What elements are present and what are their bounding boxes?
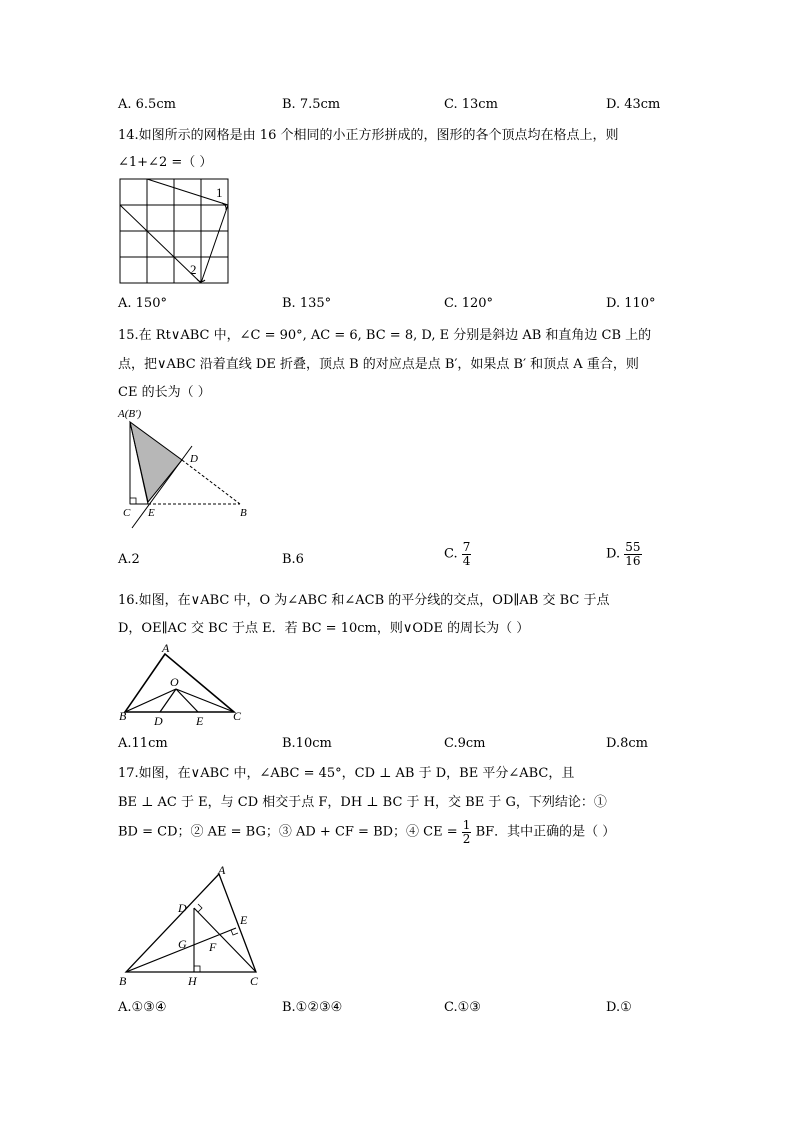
q15-option-c-den: 4 — [462, 553, 471, 568]
q16-stem-line2: D，OE∥AC 交 BC 于点 E．若 BC = 10cm，则∨ODE 的周长为（ ） — [118, 621, 530, 636]
q16-option-d: D.8cm — [606, 736, 648, 751]
q17-label-b: B — [119, 974, 127, 988]
q15-label-e: E — [148, 507, 155, 519]
q17-option-c: C.①③ — [444, 1000, 481, 1015]
q14-option-c: C. 120° — [444, 296, 494, 311]
q15-label-a: A(B′) — [118, 408, 142, 420]
q13-option-a: A. 6.5cm — [118, 97, 176, 112]
q16-label-c: C — [233, 709, 242, 723]
q14-grid-figure — [118, 177, 232, 287]
q17-label-c: C — [250, 974, 259, 988]
q17-label-a: A — [218, 863, 226, 877]
q17-label-h: H — [188, 974, 197, 988]
q15-option-d-den: 16 — [625, 553, 641, 568]
q14-stem-line1: 14.如图所示的网格是由 16 个相同的小正方形拼成的，图形的各个顶点均在格点上，则 — [118, 128, 619, 143]
q17-stem-line1: 17.如图，在∨ABC 中，∠ABC = 45°，CD ⊥ AB 于 D，BE 平分∠ABC，且 — [118, 766, 575, 781]
q14-angle1-label: 1 — [216, 185, 223, 200]
q15-stem-line2: 点，把∨ABC 沿着直线 DE 折叠，顶点 B 的对应点是点 B′，如果点 B′ 和顶点 A 重合，则 — [118, 357, 639, 372]
q16-option-b: B.10cm — [282, 736, 332, 751]
q15-option-c-prefix: C. — [444, 546, 458, 562]
q15-option-c-fraction — [462, 541, 472, 567]
q16-option-a: A.11cm — [118, 736, 168, 751]
q17-stem-line3 — [118, 819, 615, 845]
q16-triangle-abc — [125, 654, 234, 712]
q17-option-a: A.①③④ — [118, 1000, 167, 1015]
q14-option-b: B. 135° — [282, 296, 332, 311]
q14-grid-lines — [120, 179, 228, 283]
q17-stem-fraction — [462, 819, 472, 845]
q17-stem-line3-part1: BD = CD；② AE = BG；③ AD + CF = BD；④ CE = — [118, 824, 462, 840]
q15-fold-figure — [114, 404, 264, 532]
q15-option-d — [606, 541, 642, 567]
q17-stem-line2: BE ⊥ AC 于 E，与 CD 相交于点 F，DH ⊥ BC 于 H，交 BE 于 G，下列结论：① — [118, 795, 607, 810]
q14-stem-line2: ∠1+∠2 =（ ） — [118, 155, 213, 170]
q15-stem-line3: CE 的长为（ ） — [118, 385, 211, 400]
q15-label-b: B — [240, 507, 247, 519]
q17-stem-fraction-num: 1 — [462, 818, 471, 832]
q15-right-angle-mark — [130, 498, 136, 504]
q17-triangle-abc — [126, 874, 256, 972]
q15-option-c — [444, 541, 471, 567]
q16-stem-line1: 16.如图，在∨ABC 中，O 为∠ABC 和∠ACB 的平分线的交点，OD∥AB 交 BC 于点 — [118, 593, 610, 608]
q17-label-d: D — [178, 901, 187, 915]
q13-option-d: D. 43cm — [606, 97, 661, 112]
q17-label-e: E — [240, 913, 248, 927]
q16-label-o: O — [170, 675, 179, 689]
q17-option-d: D.① — [606, 1000, 632, 1015]
q17-stem-line3-part2: BF．其中正确的是（ ） — [475, 824, 616, 840]
q16-label-e: E — [196, 714, 204, 728]
q17-triangle-figure — [116, 862, 266, 992]
q16-label-d: D — [154, 714, 163, 728]
q16-triangle-figure — [116, 640, 252, 730]
q15-label-c: C — [123, 507, 131, 519]
q17-label-g: G — [178, 937, 187, 951]
q15-label-d: D — [190, 453, 198, 465]
q15-option-d-prefix: D. — [606, 546, 621, 562]
q13-option-c: C. 13cm — [444, 97, 498, 112]
q14-angle2-label: 2 — [190, 262, 197, 277]
q13-option-b: B. 7.5cm — [282, 97, 341, 112]
q17-option-b: B.①②③④ — [282, 1000, 343, 1015]
q15-option-d-num: 55 — [625, 540, 641, 554]
q15-option-b: B.6 — [282, 552, 304, 567]
q17-label-f: F — [209, 940, 217, 954]
q16-label-b: B — [119, 709, 127, 723]
q16-option-c: C.9cm — [444, 736, 486, 751]
q16-label-a: A — [162, 641, 170, 655]
q15-stem-line1: 15.在 Rt∨ABC 中，∠C = 90°, AC = 6, BC = 8, D, E 分别是斜边 AB 和直角边 CB 上的 — [118, 328, 652, 343]
q17-stem-fraction-den: 2 — [462, 831, 471, 846]
q15-option-c-num: 7 — [462, 540, 471, 554]
q15-option-d-fraction — [624, 541, 641, 567]
q14-option-d: D. 110° — [606, 296, 656, 311]
q14-option-a: A. 150° — [118, 296, 167, 311]
q15-option-a: A.2 — [118, 552, 140, 567]
q15-shaded-triangle — [130, 422, 182, 502]
